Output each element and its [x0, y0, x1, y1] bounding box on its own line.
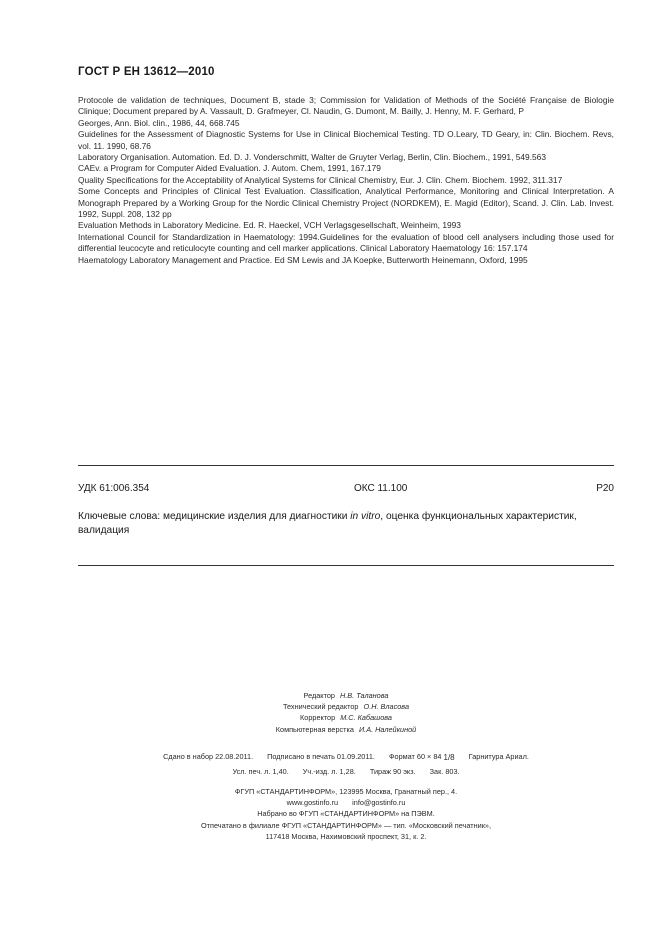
publisher-contacts [78, 797, 614, 808]
keywords-suffix: , оценка функциональных характеристик, валидация [78, 511, 577, 536]
reference-item: Georges, Ann. Biol. clin., 1986, 44, 668.745 [78, 117, 240, 128]
signed-date: Подписано в печать 01.09.2011. [267, 752, 375, 761]
group-code: P20 [596, 483, 614, 494]
editor-line [78, 690, 614, 701]
classification-row [78, 483, 614, 497]
email-link[interactable]: info@gostinfo.ru [352, 798, 406, 808]
format-fraction: 1/8 [443, 753, 455, 762]
editor-name: Н.В. Таланова [340, 691, 389, 700]
print-data [78, 750, 614, 779]
tech-editor-label: Технический редактор [282, 702, 359, 712]
reference-item: CAEv. a Program for Computer Aided Evaluation. J. Autom. Chem, 1991, 167.179 [78, 163, 381, 174]
layout-name: И.А. Налейкиной [358, 724, 417, 734]
format: Формат 60 × 84 [388, 752, 442, 761]
reference-item: Evaluation Methods in Laboratory Medicine. Ed. R. Haeckel, VCH Verlagsgesellschaft, Weinheim, 1993 [78, 220, 461, 231]
imprint-block [78, 690, 614, 735]
reference-item: Guidelines for the Assessment of Diagnostic Systems for Use in Clinical Biochemical Testing. TD O.Leary, TD Geary, in: Clin. Biochem. Revs, vol. 11. 1990, 68.76 [78, 129, 614, 151]
reference-item: Quality Specifications for the Acceptability of Analytical Systems for Clinical Chemistry, Eur. J. Clin. Chem. Biochem. 1992, 311.317 [78, 174, 563, 185]
keywords-italic: in vitro [350, 511, 381, 522]
submitted-date: Сдано в набор 22.08.2011. [163, 752, 254, 761]
publisher-address: ФГУП «СТАНДАРТИНФОРМ», 123995 Москва, Гранатный пер., 4. [234, 787, 458, 796]
print-run: Тираж 90 экз. [369, 767, 416, 776]
corrector-line [78, 712, 614, 723]
keywords-prefix: Ключевые слова: медицинские изделия для диагностики [78, 511, 351, 522]
reference-item: Haematology Laboratory Management and Practice. Ed SM Lewis and JA Koepke, Butterworth Heinemann, Oxford, 1995 [78, 254, 528, 265]
corrector-name: М.С. Кабашова [340, 713, 392, 723]
tech-editor-line [78, 701, 614, 712]
divider-bottom [78, 565, 614, 566]
references-list [78, 95, 614, 266]
edit-sheets: Уч.-изд. л. 1,28. [302, 767, 356, 776]
print-data-line2 [78, 765, 614, 779]
editor-label: Редактор [303, 691, 335, 700]
keywords [78, 510, 614, 538]
print-sheets: Усл. печ. л. 1,40. [232, 767, 289, 776]
font-info: Гарнитура Ариал. [468, 752, 529, 761]
document-header: ГОСТ Р ЕН 13612—2010 [78, 66, 215, 78]
reference-item: Laboratory Organisation. Automation. Ed. D. J. Vonderschmitt, Walter de Gruyter Verlag, Berlin, Clin. Biochem., 1991, 549.563 [78, 152, 546, 163]
udk-code: УДК 61:006.354 [78, 483, 150, 494]
divider-top [78, 465, 614, 466]
printer-address: 117418 Москва, Нахимовский проспект, 31, к. 2. [265, 831, 427, 841]
reference-item: International Council for Standardization in Haematology: 1994.Guidelines for the evaluation of blood cell analysers including those used for differential leucocyte and reticulocyte counting and cell marker applications. Clinical Laboratory Haematology 16: 157.174 [78, 231, 614, 254]
website-link[interactable]: www.gostinfo.ru [286, 798, 339, 808]
oks-code: ОКС 11.100 [354, 483, 408, 494]
publisher-block [78, 786, 614, 842]
typeset-note: Набрано во ФГУП «СТАНДАРТИНФОРМ» на ПЭВМ. [257, 809, 435, 819]
tech-editor-name: О.Н. Власова [363, 702, 410, 712]
layout-label: Компьютерная верстка [275, 724, 354, 734]
reference-item: Some Concepts and Principles of Clinical Test Evaluation. Classification, Analytical Performance, Monitoring and Clinical Interpretation. A Monograph Prepared by a Working Group for the Nordic Clinical Chemistry Project (NORDKEM), E. Magid (Editor), Scand. J. Clin. Lab. Invest. 1992, Suppl. 208, 132 pp [78, 186, 614, 220]
printed-note: Отпечатано в филиале ФГУП «СТАНДАРТИНФОРМ» — тип. «Московский печатник», [201, 820, 491, 830]
order-number: Зак. 803. [429, 767, 460, 776]
layout-line [78, 724, 614, 735]
print-data-line1 [78, 750, 614, 765]
reference-item: Protocole de validation de techniques, Document B, stade 3; Commission for Validation of Methods of the Société Française de Biologie Clinique; Document prepared by A. Vassault, D. Grafmeyer, Cl. Naudin, G. Dumont, M. Bailly, J. Henny, M. F. Gerhard, P [78, 95, 614, 117]
corrector-label: Корректор [300, 713, 336, 723]
